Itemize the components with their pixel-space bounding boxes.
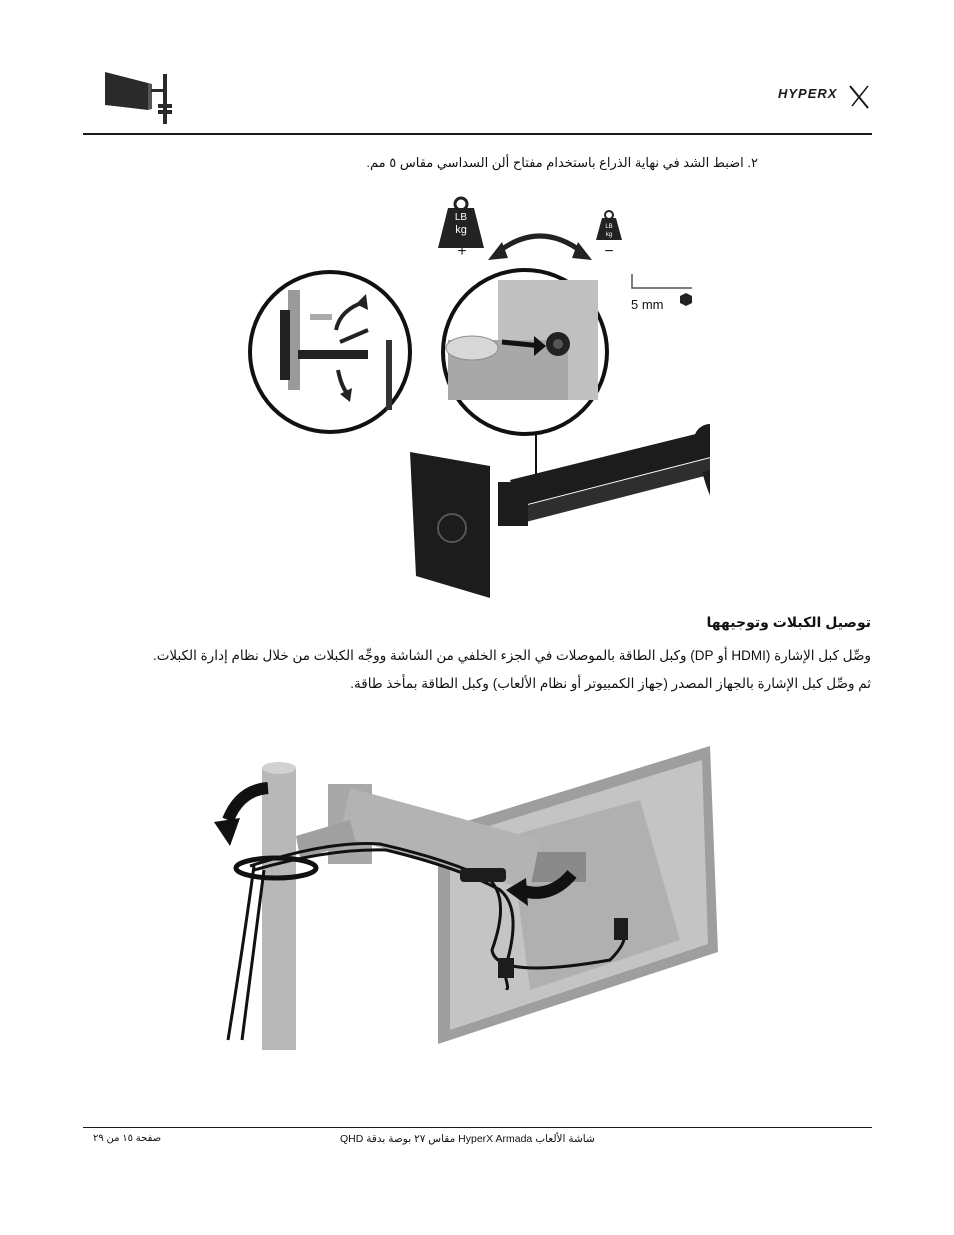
product-icon — [100, 70, 180, 126]
callout-tension-bolt — [443, 270, 607, 434]
monitor-rear-illustration — [438, 746, 718, 1044]
weight-heavy-lb: LB — [454, 212, 468, 223]
paragraph-connect-source: ثم وصِّل كبل الإشارة بالجهاز المصدر (جهاز الكمبيوتر أو نظام الألعاب) وكبل الطاقة بمأخذ طاقة. — [350, 676, 871, 691]
weight-heavy-icon — [438, 198, 484, 260]
footer-page-number: صفحة ١٥ من ٢٩ — [93, 1133, 162, 1144]
weight-heavy-sign: + — [457, 243, 467, 260]
monitor-arm-icon — [100, 70, 180, 126]
monitor-arm-illustration — [410, 424, 710, 598]
tool-size-label: 5 mm — [631, 297, 664, 312]
section-heading: توصيل الكبلات وتوجيهها — [706, 614, 871, 630]
weight-light-lb: LB — [605, 224, 613, 230]
rotate-arrow-icon — [214, 788, 268, 846]
figure-tension-adjust — [240, 190, 710, 600]
header-rule — [83, 133, 872, 135]
paragraph-connect-cables: وصِّل كبل الإشارة (HDMI أو DP) وكبل الطاقة بالموصلات في الجزء الخلفي من الشاشة ووجِّه الكبلات من خلال نظام إدارة الكبلات. — [152, 648, 871, 663]
weight-light-sign: − — [604, 243, 614, 260]
power-connector-icon — [498, 958, 514, 978]
hyperx-logo-text: HYPERX — [778, 86, 838, 101]
step-2-text: ٢. اضبط الشد في نهاية الذراع باستخدام مفتاح ألن السداسي مقاس ٥ مم. — [366, 155, 758, 170]
adjust-arrow-icon — [488, 236, 592, 260]
weight-light-kg: kg — [605, 232, 613, 238]
signal-connector-icon — [614, 918, 628, 940]
hyperx-logo — [776, 80, 872, 110]
pole-illustration — [262, 762, 296, 1050]
footer-document-title: شاشة الألعاب HyperX Armada مقاس ٢٧ بوصة بدقة QHD — [340, 1133, 595, 1145]
footer-rule — [83, 1127, 872, 1128]
callout-arm-motion — [250, 272, 410, 432]
weight-heavy-kg: kg — [455, 224, 467, 236]
weight-light-icon — [596, 211, 622, 260]
figure-cable-routing — [210, 740, 730, 1050]
